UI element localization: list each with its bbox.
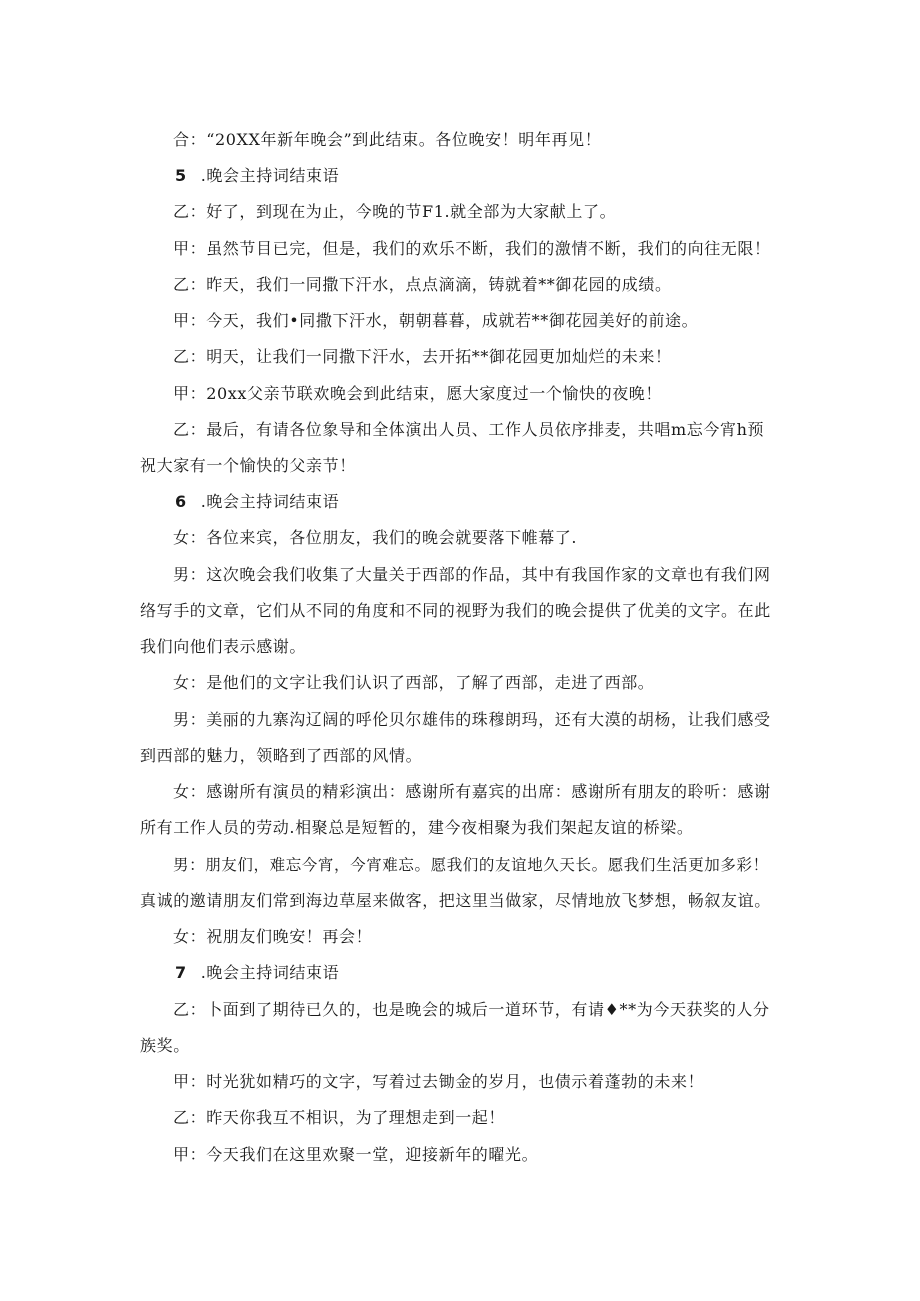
paragraph-line: 甲：今天我们在这里欢聚一堂，迎接新年的曜光。 <box>173 1145 539 1164</box>
section-number: 5 <box>175 166 187 185</box>
paragraph-line: 合：“20XX年新年晚会”到此结束。各位晚安！明年再见！ <box>173 130 602 149</box>
paragraph-line: 甲：虽然节目已完，但是，我们的欢乐不断，我们的激情不断，我们的向往无限！ <box>173 239 771 258</box>
paragraph-line: 甲：时光犹如精巧的文字，写着过去锄金的岁月，也债示着蓬勃的未来！ <box>173 1072 705 1091</box>
paragraph-line: 女：祝朋友们晚安！再会！ <box>173 927 373 946</box>
paragraph-line: 男：这次晚会我们收集了大量关于西部的作品，其中有我国作家的文章也有我们网 <box>173 565 771 584</box>
paragraph-line: 到西部的魅力，领略到了西部的风情。 <box>140 746 423 765</box>
section-number: 7 <box>175 963 187 982</box>
section-title: .晚会主持词结束语 <box>200 963 340 982</box>
paragraph-line: 乙：昨天，我们一同撒下汗水，点点滴滴，铸就着**御花园的成绩。 <box>173 275 672 294</box>
paragraph-line: 男：美丽的九寨沟辽阔的呼伦贝尔雄伟的珠穆朗玛，还有大漠的胡杨，让我们感受 <box>173 710 771 729</box>
paragraph-line: 我们向他们表示感谢。 <box>140 637 307 656</box>
paragraph-line: 祝大家有一个愉快的父亲节！ <box>140 456 356 475</box>
section-heading-6 <box>175 492 815 512</box>
paragraph-line: 乙：明天，让我们一同撒下汗水，去开拓**御花园更加灿烂的未来！ <box>173 347 672 366</box>
section-title: .晚会主持词结束语 <box>200 492 340 511</box>
paragraph-line: 甲：20xx父亲节联欢晚会到此结束，愿大家度过一个愉快的夜晚！ <box>173 384 663 403</box>
paragraph-line: 女：是他们的文字让我们认识了西部，了解了西部，走进了西部。 <box>173 673 655 692</box>
paragraph-line: 男：朋友们，难忘今宵，今宵难忘。愿我们的友谊地久天长。愿我们生活更加多彩！ <box>173 856 769 874</box>
section-number: 6 <box>175 492 187 511</box>
paragraph-line: 所有工作人员的劳动.相聚总是短暂的，建今夜相聚为我们架起友谊的桥梁。 <box>140 818 694 837</box>
paragraph-line: 乙：昨天你我互不相识，为了理想走到一起！ <box>173 1108 506 1127</box>
paragraph-line: 乙：最后，有请各位象导和全体演出人员、工作人员依序排麦，共唱m忘今宵h预 <box>173 420 765 439</box>
paragraph-line: 乙：好了，到现在为止，今晚的节F1.就全部为大家献上了。 <box>173 202 617 221</box>
paragraph-line: 女：感谢所有演员的精彩演出：感谢所有嘉宾的出席：感谢所有朋友的聆听：感谢 <box>173 782 771 801</box>
paragraph-line: 女：各位来宾，各位朋友，我们的晚会就要落下帷幕了. <box>173 528 578 547</box>
section-heading-7 <box>175 963 815 983</box>
section-heading-5 <box>175 166 815 186</box>
paragraph-line: 甲：今天，我们•同撒下汗水，朝朝暮暮，成就若**御花园美好的前途。 <box>173 311 699 330</box>
paragraph-line: 乙：卜面到了期待已久的，也是晚会的城后一道环节，有请♦**为今天获奖的人分 <box>173 1000 770 1019</box>
section-title: .晚会主持词结束语 <box>200 166 340 185</box>
paragraph-line: 真诚的邀请朋友们常到海边草屋来做客，把这里当做家，尽情地放飞梦想，畅叙友谊。 <box>140 891 771 910</box>
paragraph-line: 络写手的文章，它们从不同的角度和不同的视野为我们的晚会提供了优美的文字。在此 <box>140 601 771 620</box>
paragraph-line: 族奖。 <box>140 1036 190 1055</box>
